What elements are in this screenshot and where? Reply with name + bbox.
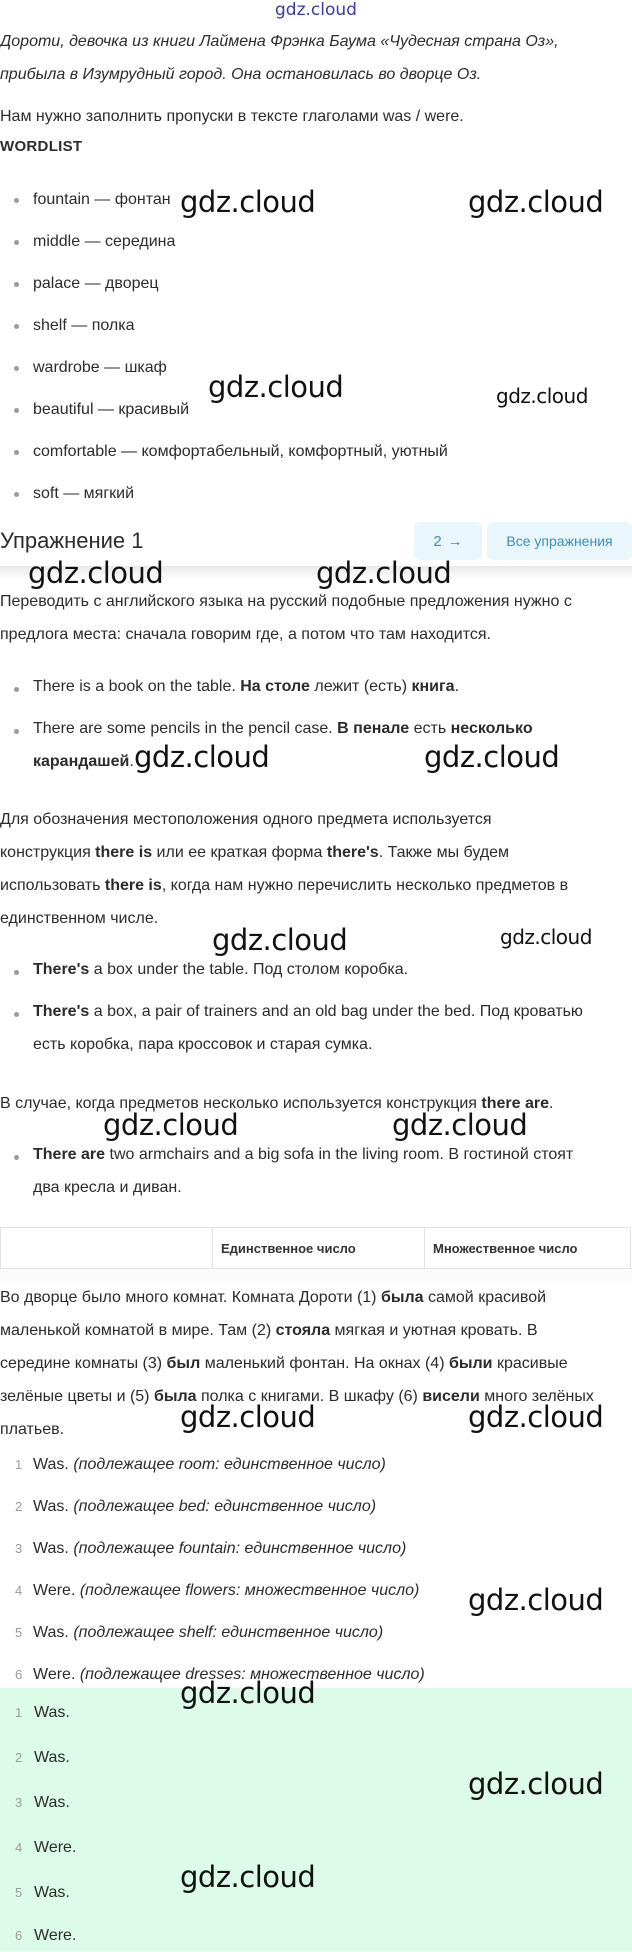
watermark: gdz.cloud [392, 1108, 528, 1142]
answer-number: 3 [15, 1795, 23, 1810]
example-5-line-2: два кресла и диван. [33, 1179, 182, 1196]
answer-number: 6 [15, 1928, 23, 1943]
arrow-right-icon: → [447, 532, 463, 550]
grammar-p1-line-2: предлога места: сначала говорим где, а потом что там находится. [0, 626, 491, 643]
answer-text: Were. [34, 1927, 77, 1944]
bullet-icon [14, 282, 19, 287]
bullet-icon [14, 198, 19, 203]
intro-line-1: Дороти, девочка из книги Лаймена Фрэнка Баума «Чудесная страна Оз», [0, 33, 559, 50]
translation-line-2: маленькой комнатой в мире. Там (2) стояла мягкая и уютная кровать. В [0, 1322, 538, 1339]
grammar-p2-line-4: единственном числе. [0, 910, 159, 927]
watermark: gdz.cloud [180, 1860, 316, 1894]
bullet-icon [14, 408, 19, 413]
grammar-p3: В случае, когда предметов несколько используется конструкция there are. [0, 1095, 554, 1112]
grammar-p2-line-2: конструкция there is или ее краткая форма there's. Также мы будем [0, 844, 510, 861]
wordlist-item-text: comfortable — комфортабельный, комфортный, уютный [33, 443, 448, 460]
table-header-plural: Множественное число [425, 1228, 631, 1269]
table-header-singular: Единственное число [213, 1228, 425, 1269]
wordlist-heading: WORDLIST [0, 138, 83, 155]
answer-number: 5 [15, 1885, 23, 1900]
grammar-p1-line-1: Переводить с английского языка на русский подобные предложения нужно с [0, 593, 572, 610]
answer-text: Was. [34, 1704, 70, 1721]
translation-line-1: Во дворце было много комнат. Комната Дороти (1) была самой красивой [0, 1281, 630, 1314]
watermark: gdz.cloud [468, 1767, 604, 1801]
watermark: gdz.cloud [468, 185, 604, 219]
watermark: gdz.cloud [496, 384, 588, 408]
answer-text: Was. [34, 1794, 70, 1811]
answer-text: Was. [34, 1749, 70, 1766]
wordlist-item-text: beautiful — красивый [33, 401, 190, 418]
next-exercise-button[interactable] [414, 522, 482, 560]
example-4-line-1: There's a box, a pair of trainers and an old bag under the bed. Под кроватью [33, 1003, 583, 1020]
table-cutoff [0, 1268, 632, 1281]
example-2-line-2: карандашей. [33, 753, 134, 770]
top-watermark: gdz.cloud [275, 0, 357, 20]
example-2-line-1: There are some pencils in the pencil case. В пенале есть несколько [33, 720, 533, 737]
watermark: gdz.cloud [208, 370, 344, 404]
all-exercises-label: Все упражнения [506, 533, 613, 549]
intro-line-2: прибыла в Изумрудный город. Она остановилась во дворце Оз. [0, 66, 482, 83]
answer-number: 2 [15, 1750, 23, 1765]
grammar-p2-line-3: использовать there is, когда нам нужно перечислить несколько предметов в [0, 877, 569, 894]
intro-task: Нам нужно заполнить пропуски в тексте глаголами was / were. [0, 108, 464, 125]
wordlist-item-text: middle — середина [33, 233, 176, 250]
bullet-icon [14, 729, 19, 734]
wordlist-item-text: palace — дворец [33, 275, 159, 292]
wordlist-item-text: fountain — фонтан [33, 191, 171, 208]
watermark: gdz.cloud [180, 1676, 316, 1710]
watermark: gdz.cloud [468, 1583, 604, 1617]
example-3: There's a box under the table. Под столом коробка. [33, 961, 409, 978]
table-row [1, 1228, 631, 1269]
wordlist-item-text: wardrobe — шкаф [33, 359, 167, 376]
watermark: gdz.cloud [212, 923, 348, 957]
bullet-icon [14, 1155, 19, 1160]
watermark: gdz.cloud [28, 556, 164, 590]
example-1: There is a book on the table. На столе лежит (есть) книга. [33, 678, 460, 695]
wordlist-item-text: shelf — полка [33, 317, 135, 334]
answer-text: Was. [34, 1884, 70, 1901]
all-exercises-button[interactable] [487, 522, 632, 560]
watermark: gdz.cloud [180, 1400, 316, 1434]
grammar-table [0, 1227, 631, 1269]
translation-line-5: платьев. [0, 1421, 65, 1438]
translation-line-4: зелёные цветы и (5) была полка с книгами. В шкафу (6) висели много зелёных [0, 1388, 594, 1405]
watermark: gdz.cloud [316, 556, 452, 590]
bullet-icon [14, 324, 19, 329]
answer-text: Were. [34, 1839, 77, 1856]
bullet-icon [14, 450, 19, 455]
watermark: gdz.cloud [424, 740, 560, 774]
wordlist-item-text: soft — мягкий [33, 485, 135, 502]
watermark: gdz.cloud [103, 1108, 239, 1142]
bullet-icon [14, 366, 19, 371]
watermark: gdz.cloud [468, 1400, 604, 1434]
answers-box [0, 1688, 632, 1951]
next-exercise-label: 2 [433, 532, 442, 550]
example-5-line-1: There are two armchairs and a big sofa in the living room. В гостиной стоят [33, 1146, 574, 1163]
answer-number: 1 [15, 1705, 23, 1720]
bullet-icon [14, 970, 19, 975]
bullet-icon [14, 687, 19, 692]
answer-number: 4 [15, 1840, 23, 1855]
watermark: gdz.cloud [134, 740, 270, 774]
bullet-icon [14, 1012, 19, 1017]
bullet-icon [14, 492, 19, 497]
example-4-line-2: есть коробка, пара кроссовок и старая сумка. [33, 1036, 373, 1053]
grammar-p2-line-1: Для обозначения местоположения одного предмета используется [0, 811, 492, 828]
exercise-title: Упражнение 1 [0, 528, 144, 553]
bullet-icon [14, 240, 19, 245]
translation-line-3: середине комнаты (3) был маленький фонтан. На окнах (4) были красивые [0, 1355, 568, 1372]
watermark: gdz.cloud [180, 185, 316, 219]
watermark: gdz.cloud [500, 925, 592, 949]
table-cell [1, 1228, 213, 1269]
